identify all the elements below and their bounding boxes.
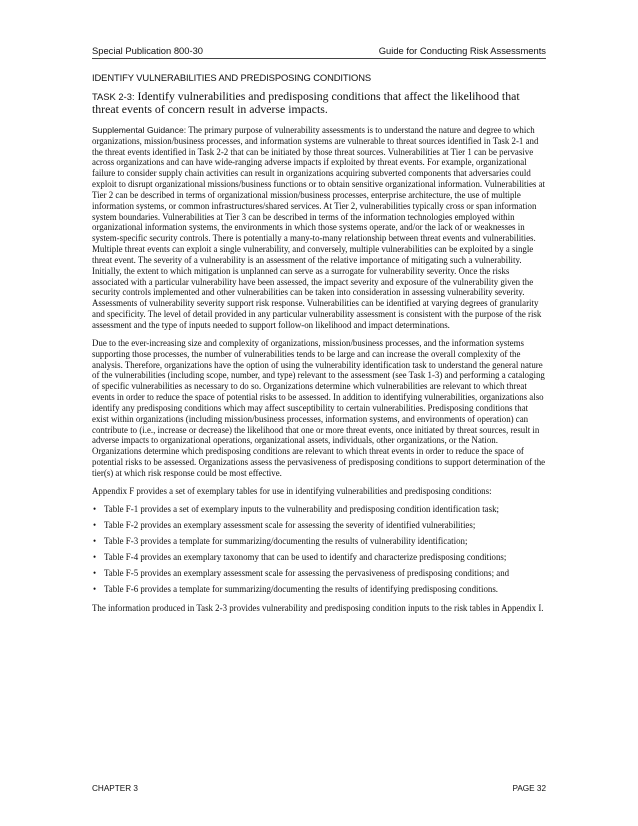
appendix-table-list (92, 504, 546, 596)
list-item: • Table F-5 provides an exemplary assessment scale for assessing the pervasiveness of predisposing conditions; and (93, 568, 510, 579)
footer-chapter: CHAPTER 3 (92, 784, 138, 793)
bullet-icon: • (93, 519, 97, 530)
list-item: • Table F-1 provides a set of exemplary inputs to the vulnerability and predisposing condition identification task; (93, 503, 499, 514)
list-item: • Table F-2 provides an exemplary assessment scale for assessing the severity of identified vulnerabilities; (93, 519, 476, 530)
bullet-icon: • (93, 568, 97, 579)
list-item: • Table F-3 provides a template for summarizing/documenting the results of vulnerability identification; (93, 535, 468, 546)
page-footer (92, 784, 546, 793)
header-publication: Special Publication 800-30 (92, 45, 204, 56)
supplemental-paragraph-1 (92, 125, 546, 331)
task-text: Identify vulnerabilities and predisposing conditions that affect the likelihood that threat events of concern result in adverse impacts. (92, 89, 520, 117)
bullet-icon: • (93, 503, 97, 514)
list-item: • Table F-6 provides a template for summarizing/documenting the results of identifying predisposing conditions. (93, 584, 498, 595)
list-item: • Table F-4 provides an exemplary taxonomy that can be used to identify and characterize predisposing conditions; (93, 552, 507, 563)
task-label: TASK 2-3: (92, 91, 135, 102)
header-document-title: Guide for Conducting Risk Assessments (378, 45, 546, 56)
supplemental-text-1: The primary purpose of vulnerability assessments is to understand the nature and degree to which organizations, mission/business processes, and information systems are vulnerable to threat sources identified in Task 2-1 and the threat events identified in Task 2-2 that can be initiated by those threat sources. Vulnerabilities at Tier 1 can be pervasive across organizations and can have wide-ranging adverse impacts if exploited by threat events. For example, organizational failure to consider supply chain activities can result in organizations acquiring subverted components that adversaries could exploit to disrupt organizational missions/business functions or to obtain sensitive organizational information. Vulnerabilities at Tier 2 can be described in terms of organizational mission/business processes, enterprise architecture, the use of multiple information systems, or common infrastructures/shared services. At Tier 2, vulnerabilities typically cross or span information system boundaries. Vulnerabilities at Tier 3 can be described in terms of the information technologies employed within organizational information systems, the environments in which those systems operate, and/or the lack of or weaknesses in system-specific security controls. There is potentially a many-to-many relationship between threat events and vulnerabilities. Multiple threat events can exploit a single vulnerability, and conversely, multiple vulnerabilities can be exploited by a single threat event. The severity of a vulnerability is an assessment of the relative importance of mitigating such a vulnerability. Initially, the extent to which mitigation is unplanned can serve as a surrogate for vulnerability severity. Once the risks associated with a particular vulnerability have been assessed, the impact severity and exposure of the vulnerability given the security controls implemented and other vulnerabilities can be taken into consideration in assessing vulnerability severity. Assessments of vulnerability severity support risk response. Vulnerabilities can be identified at varying degrees of granularity and specificity. The level of detail provided in any particular vulnerability assessment is consistent with the purpose of the risk assessment and the type of inputs needed to support follow-on likelihood and impact determinations. (92, 124, 546, 330)
page-content (92, 72, 546, 621)
bullet-icon: • (93, 535, 97, 546)
supplemental-paragraph-2: Due to the ever-increasing size and complexity of organizations, mission/business processes, and the information systems supporting those processes, the number of vulnerabilities tends to be large and can increase the overall complexity of the analysis. Therefore, organizations have the option of using the vulnerability identification task to understand the general nature of the vulnerabilities (including scope, number, and type) relevant to the assessment (see Task 1-3) and performing a cataloging of specific vulnerabilities as necessary to do so. Organizations determine which vulnerabilities are relevant to which threat events in order to reduce the space of potential risks to be assessed. In addition to identifying vulnerabilities, organizations also identify any predisposing conditions which may affect susceptibility to certain vulnerabilities. Predisposing conditions that exist within organizations (including mission/business processes, information systems, and environments of operation) can contribute to (i.e., increase or decrease) the likelihood that one or more threat events, once initiated by threat sources, result in adverse impacts to organizational operations, organizational assets, individuals, other organizations, or the Nation. Organizations determine which predisposing conditions are relevant to which threat events in order to reduce the space of potential risks to be assessed. Organizations assess the pervasiveness of predisposing conditions to support determination of the tier(s) at which risk response could be most effective. (92, 337, 546, 478)
page-header (92, 38, 546, 59)
bullet-icon: • (93, 584, 97, 595)
bullet-icon: • (93, 552, 97, 563)
task-statement (92, 90, 546, 117)
supplemental-paragraph-4: The information produced in Task 2-3 provides vulnerability and predisposing condition inputs to the risk tables in Appendix I. (92, 603, 544, 614)
footer-page-number: PAGE 32 (512, 784, 546, 793)
section-heading: IDENTIFY VULNERABILITIES AND PREDISPOSING CONDITIONS (92, 72, 372, 83)
supplemental-label: Supplemental Guidance: (92, 124, 187, 135)
supplemental-paragraph-3: Appendix F provides a set of exemplary tables for use in identifying vulnerabilities and predisposing conditions: (92, 485, 492, 496)
